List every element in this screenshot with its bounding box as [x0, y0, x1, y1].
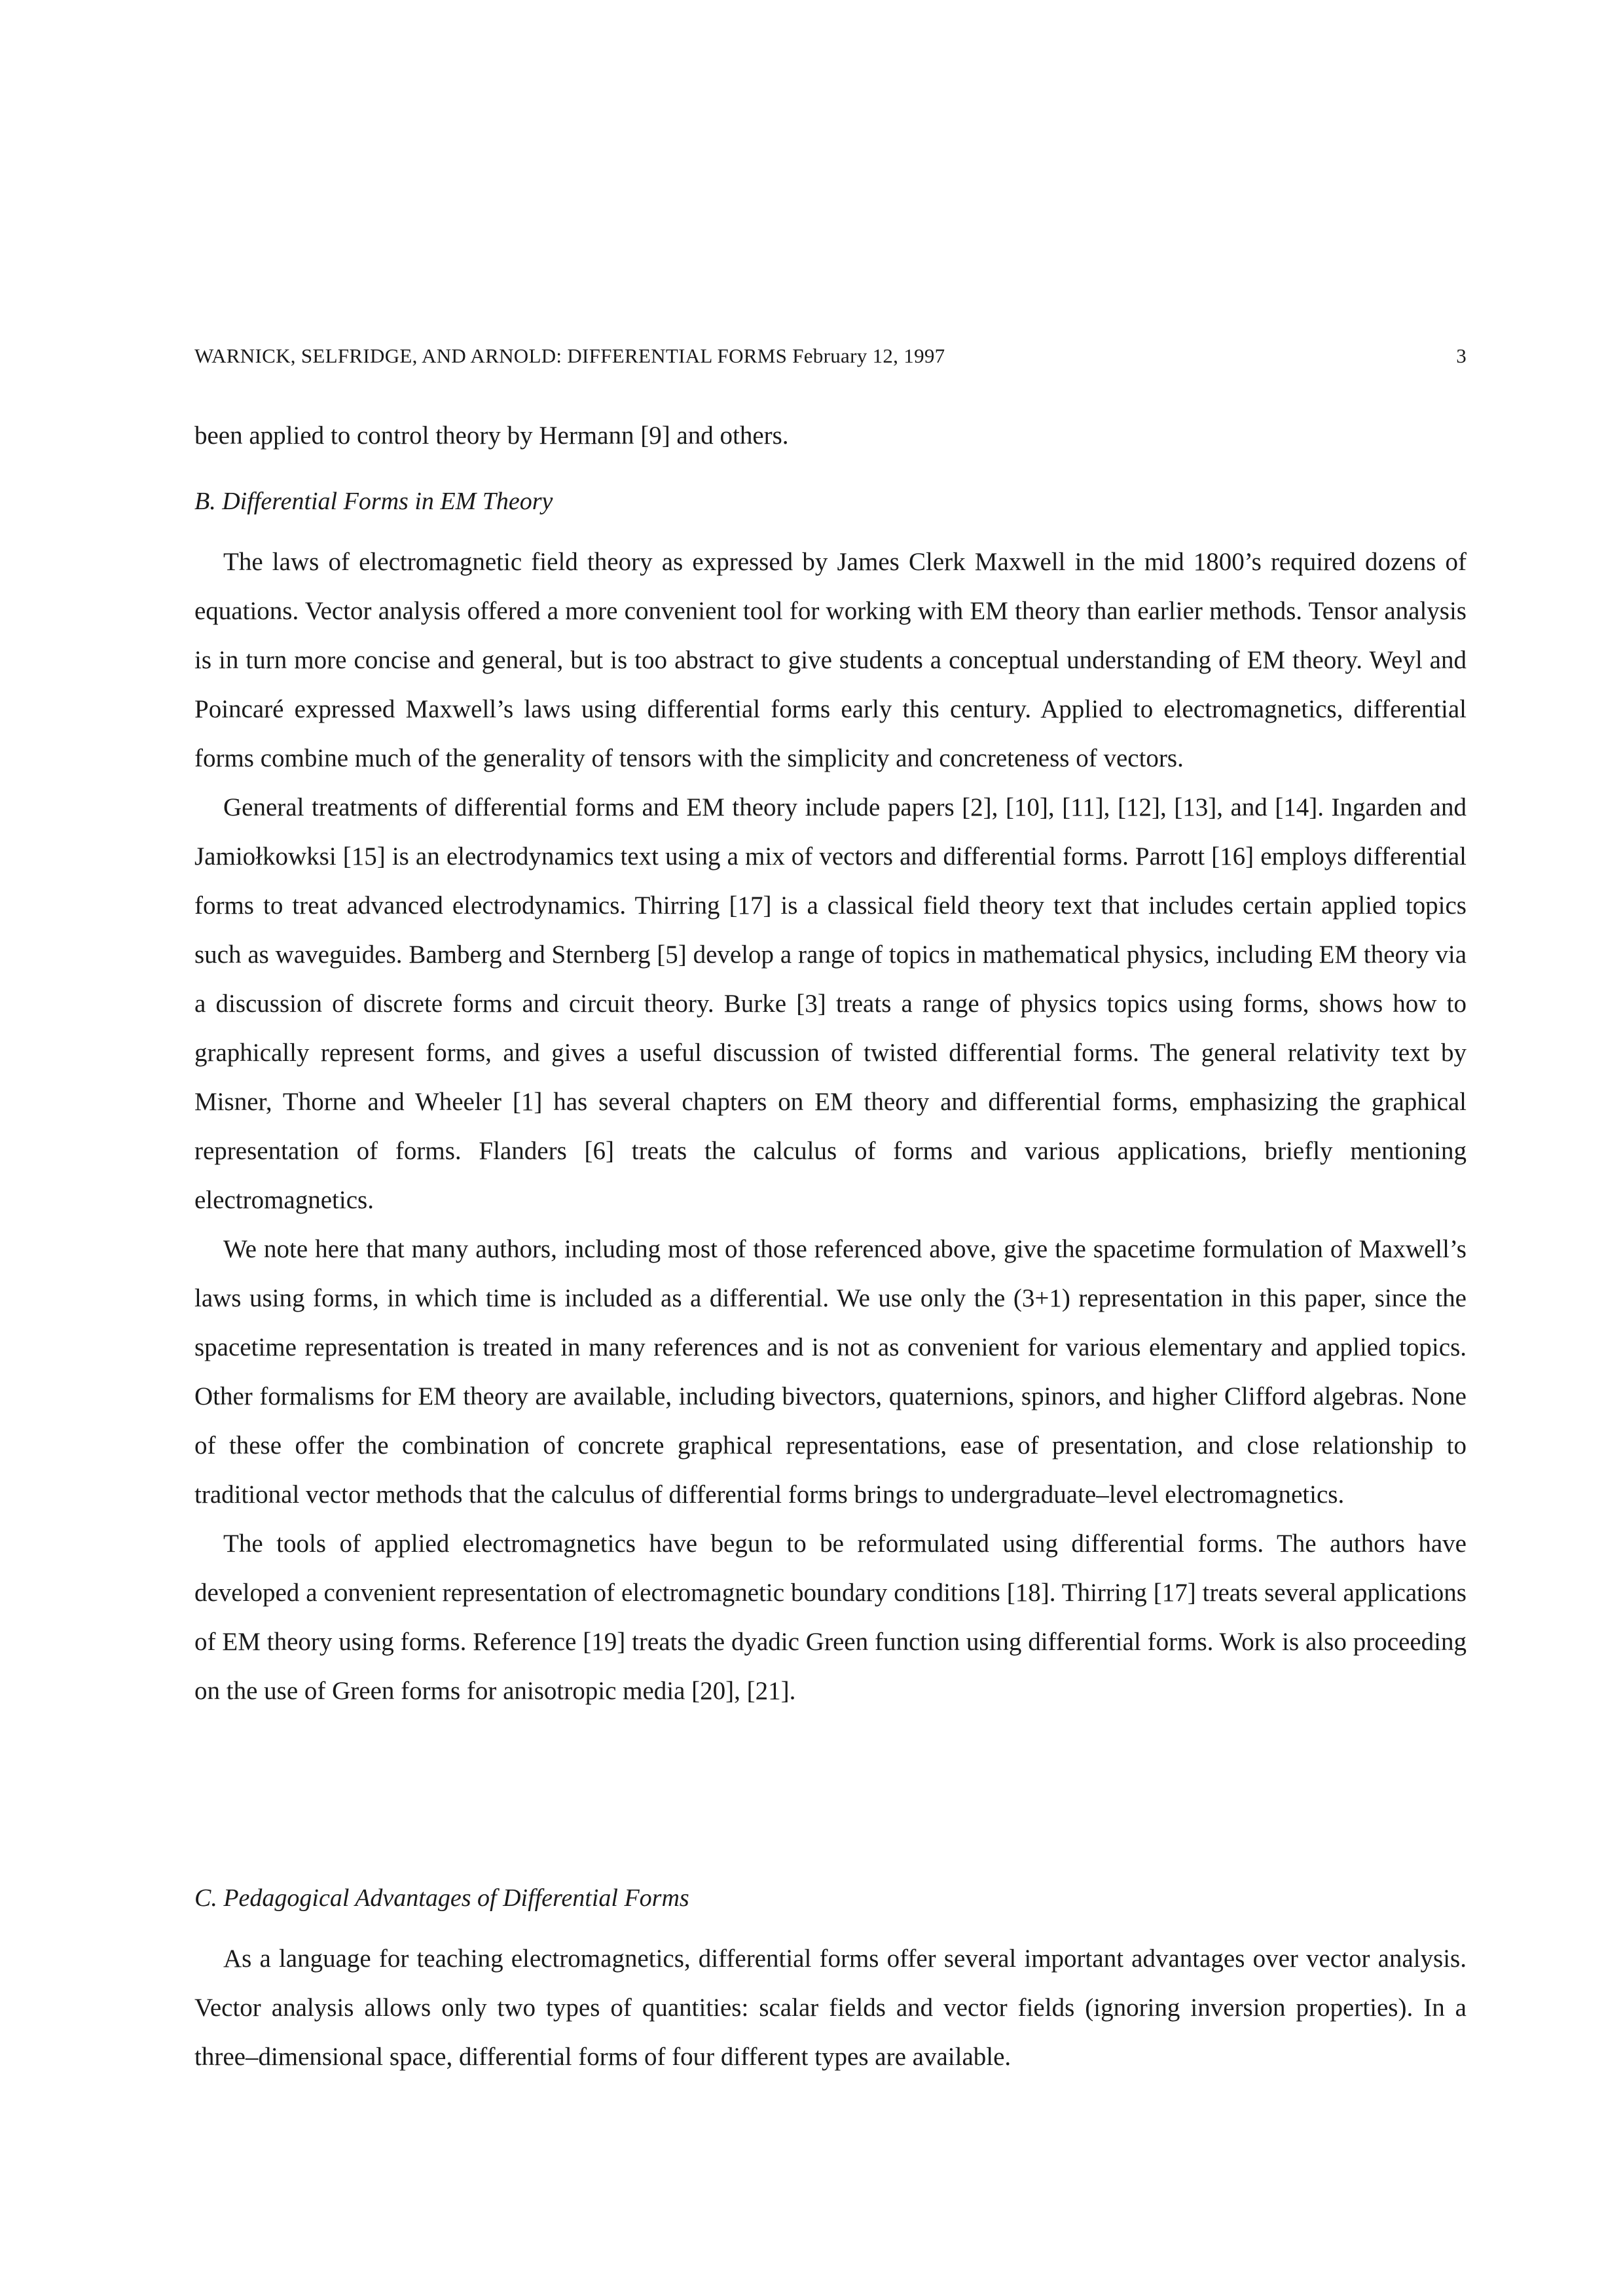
section-c-heading: C. Pedagogical Advantages of Differential Forms — [194, 1884, 689, 1912]
section-b-paragraph-4: The tools of applied electromagnetics have begun to be reformulated using differential forms. The authors have developed a convenient representation of electromagnetic boundary conditions [18]. Thirring [17] treats several applications of EM theory using forms. Reference [19] treats the dyadic Green function using differential forms. Work is also proceeding on the use of Green forms for anisotropic media [20], [21]. — [194, 1530, 1467, 1705]
section-b-heading: B. Differential Forms in EM Theory — [194, 488, 553, 515]
page-number: 3 — [1456, 344, 1467, 367]
section-b-body — [194, 537, 1467, 1715]
lead-paragraph: been applied to control theory by Hermann [9] and others. — [194, 422, 789, 450]
section-b-paragraph-1: The laws of electromagnetic field theory as expressed by James Clerk Maxwell in the mid 1800’s required dozens of equations. Vector analysis offered a more convenient tool for working with EM theory than earlier methods. Tensor analysis is in turn more concise and general, but is too abstract to give students a conceptual understanding of EM theory. Weyl and Poincaré expressed Maxwell’s laws using differential forms early this century. Applied to electromagnetics, differential forms combine much of the generality of tensors with the simplicity and concreteness of vectors. — [194, 548, 1467, 772]
section-b-paragraph-2: General treatments of differential forms and EM theory include papers [2], [10], [11], [12], [13], and [14]. Ingarden and Jamiołkowksi [15] is an electrodynamics text using a mix of vectors and differential forms. Parrott [16] employs differential forms to treat advanced electrodynamics. Thirring [17] is a classical field theory text that includes certain applied topics such as waveguides. Bamberg and Sternberg [5] develop a range of topics in mathematical physics, including EM theory via a discussion of discrete forms and circuit theory. Burke [3] treats a range of physics topics using forms, shows how to graphically represent forms, and gives a useful discussion of twisted differential forms. The general relativity text by Misner, Thorne and Wheeler [1] has several chapters on EM theory and differential forms, emphasizing the graphical representation of forms. Flanders [6] treats the calculus of forms and various applications, briefly mentioning electromagnetics. — [194, 793, 1467, 1214]
lead-paragraph-block — [194, 411, 1467, 460]
running-title: WARNICK, SELFRIDGE, AND ARNOLD: DIFFERENTIAL FORMS February 12, 1997 — [194, 344, 945, 367]
section-c-paragraph-1: As a language for teaching electromagnetics, differential forms offer several important advantages over vector analysis. Vector analysis allows only two types of quantities: scalar fields and vector fields (ignoring inversion properties). In a three–dimensional space, differential forms of four different types are available. — [194, 1945, 1467, 2071]
paper-page — [194, 0, 1467, 2296]
section-b-paragraph-3: We note here that many authors, including most of those referenced above, give the spacetime formulation of Maxwell’s laws using forms, in which time is included as a differential. We use only the (3+1) representation in this paper, since the spacetime representation is treated in many references and is not as convenient for various elementary and applied topics. Other formalisms for EM theory are available, including bivectors, quaternions, spinors, and higher Clifford algebras. None of these offer the combination of concrete graphical representations, ease of presentation, and close relationship to traditional vector methods that the calculus of differential forms brings to undergraduate–level electromagnetics. — [194, 1235, 1467, 1509]
section-c-body — [194, 1934, 1467, 2081]
